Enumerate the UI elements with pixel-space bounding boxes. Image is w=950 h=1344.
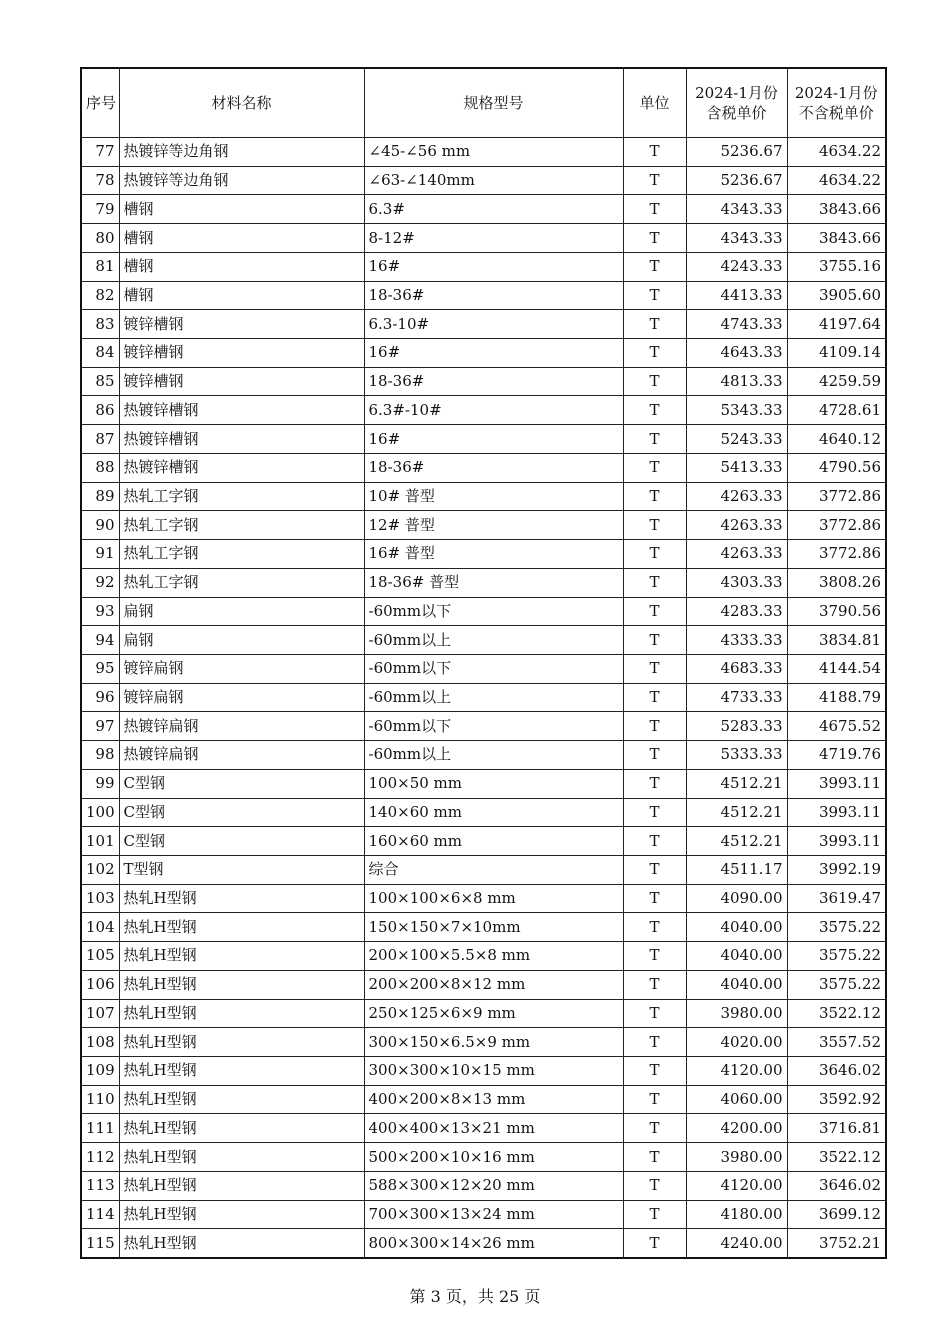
row-price-tax: 5333.33 [686,741,787,770]
row-unit: T [623,1114,686,1143]
row-price-notax: 4144.54 [787,654,886,683]
row-price-notax: 3772.86 [787,540,886,569]
row-spec: 18-36# [364,367,623,396]
row-name: 热镀锌等边角钢 [119,166,364,195]
table-row [81,1229,886,1258]
row-price-tax: 4333.33 [686,626,787,655]
row-price-notax: 3843.66 [787,195,886,224]
table-row [81,224,886,253]
table-row [81,712,886,741]
row-unit: T [623,1057,686,1086]
row-name: 镀锌槽钢 [119,310,364,339]
row-unit: T [623,798,686,827]
row-unit: T [623,654,686,683]
row-spec: 6.3# [364,195,623,224]
table-row [81,654,886,683]
header-price-notax-line1: 2024-1月份 [794,84,878,102]
row-unit: T [623,855,686,884]
row-spec: 8-12# [364,224,623,253]
row-spec: -60mm以上 [364,741,623,770]
table-row [81,855,886,884]
row-no: 81 [81,252,119,281]
table-row [81,453,886,482]
row-name: T型钢 [119,855,364,884]
row-no: 104 [81,913,119,942]
row-price-tax: 4343.33 [686,195,787,224]
row-price-tax: 5243.33 [686,425,787,454]
row-unit: T [623,1171,686,1200]
row-price-tax: 4040.00 [686,970,787,999]
row-no: 109 [81,1057,119,1086]
row-price-notax: 3790.56 [787,597,886,626]
row-no: 97 [81,712,119,741]
row-unit: T [623,396,686,425]
row-spec: 200×200×8×12 mm [364,970,623,999]
row-name: 镀锌扁钢 [119,683,364,712]
row-price-tax: 4683.33 [686,654,787,683]
row-no: 110 [81,1085,119,1114]
row-spec: 400×400×13×21 mm [364,1114,623,1143]
row-unit: T [623,1028,686,1057]
table-row [81,942,886,971]
row-unit: T [623,195,686,224]
row-price-notax: 3755.16 [787,252,886,281]
row-price-tax: 4512.21 [686,798,787,827]
row-spec: 18-36# [364,281,623,310]
row-no: 96 [81,683,119,712]
row-name: 热轧H型钢 [119,1229,364,1258]
row-unit: T [623,568,686,597]
row-no: 93 [81,597,119,626]
row-spec: 16# [364,252,623,281]
row-price-tax: 4743.33 [686,310,787,339]
row-price-tax: 3980.00 [686,1143,787,1172]
table-row [81,367,886,396]
row-name: 镀锌扁钢 [119,654,364,683]
table-row [81,425,886,454]
row-price-notax: 4259.59 [787,367,886,396]
row-spec: 16# [364,339,623,368]
row-price-notax: 4675.52 [787,712,886,741]
row-spec: 588×300×12×20 mm [364,1171,623,1200]
row-no: 105 [81,942,119,971]
row-price-tax: 4512.21 [686,827,787,856]
row-price-tax: 4040.00 [686,913,787,942]
row-unit: T [623,281,686,310]
row-no: 82 [81,281,119,310]
row-name: C型钢 [119,827,364,856]
row-no: 106 [81,970,119,999]
row-price-notax: 4719.76 [787,741,886,770]
table-row [81,1171,886,1200]
header-name: 材料名称 [119,68,364,138]
row-unit: T [623,453,686,482]
row-spec: 140×60 mm [364,798,623,827]
table-body [81,138,886,1259]
row-unit: T [623,913,686,942]
row-price-notax: 3646.02 [787,1171,886,1200]
row-price-tax: 4263.33 [686,540,787,569]
table-row [81,1085,886,1114]
row-price-notax: 3993.11 [787,769,886,798]
row-name: 槽钢 [119,281,364,310]
row-name: 槽钢 [119,224,364,253]
row-price-notax: 3905.60 [787,281,886,310]
row-spec: 100×100×6×8 mm [364,884,623,913]
row-spec: 16# 普型 [364,540,623,569]
row-name: 热镀锌槽钢 [119,396,364,425]
page-footer: 第 3 页，共 25 页 [409,1287,541,1306]
row-price-tax: 4240.00 [686,1229,787,1258]
row-name: 热轧H型钢 [119,1028,364,1057]
row-name: 热轧H型钢 [119,999,364,1028]
row-no: 115 [81,1229,119,1258]
row-price-notax: 3699.12 [787,1200,886,1229]
row-price-tax: 4813.33 [686,367,787,396]
table-row [81,1143,886,1172]
row-no: 79 [81,195,119,224]
row-no: 83 [81,310,119,339]
row-spec: 6.3#-10# [364,396,623,425]
row-price-notax: 3993.11 [787,798,886,827]
row-name: 槽钢 [119,252,364,281]
row-price-tax: 4040.00 [686,942,787,971]
row-price-notax: 4790.56 [787,453,886,482]
row-spec: -60mm以上 [364,626,623,655]
table-row [81,913,886,942]
row-no: 101 [81,827,119,856]
row-price-notax: 3716.81 [787,1114,886,1143]
row-price-notax: 4728.61 [787,396,886,425]
row-spec: 250×125×6×9 mm [364,999,623,1028]
row-price-tax: 4090.00 [686,884,787,913]
row-unit: T [623,884,686,913]
row-price-tax: 4243.33 [686,252,787,281]
row-price-tax: 4283.33 [686,597,787,626]
header-no: 序号 [81,68,119,138]
row-spec: 400×200×8×13 mm [364,1085,623,1114]
row-name: 扁钢 [119,626,364,655]
row-name: 热轧H型钢 [119,884,364,913]
row-price-tax: 4020.00 [686,1028,787,1057]
row-price-notax: 4640.12 [787,425,886,454]
row-price-notax: 4634.22 [787,166,886,195]
row-no: 99 [81,769,119,798]
row-spec: 16# [364,425,623,454]
row-spec: -60mm以下 [364,654,623,683]
row-price-tax: 5343.33 [686,396,787,425]
row-unit: T [623,310,686,339]
row-price-notax: 3772.86 [787,511,886,540]
header-unit: 单位 [623,68,686,138]
row-no: 111 [81,1114,119,1143]
row-no: 87 [81,425,119,454]
table-row [81,482,886,511]
row-name: 热镀锌扁钢 [119,741,364,770]
row-price-tax: 4303.33 [686,568,787,597]
table-row [81,626,886,655]
header-price-tax-line2: 含税单价 [706,104,767,122]
row-unit: T [623,425,686,454]
row-name: 热轧H型钢 [119,913,364,942]
row-unit: T [623,712,686,741]
row-unit: T [623,1143,686,1172]
row-price-tax: 4511.17 [686,855,787,884]
row-name: 热轧H型钢 [119,1143,364,1172]
row-name: 热轧工字钢 [119,540,364,569]
row-price-notax: 3522.12 [787,999,886,1028]
table-row [81,769,886,798]
header-price-tax-line1: 2024-1月份 [695,84,778,102]
table-row [81,195,886,224]
row-unit: T [623,339,686,368]
header-price-notax-line2: 不含税单价 [798,104,874,122]
row-price-notax: 3522.12 [787,1143,886,1172]
row-price-notax: 3592.92 [787,1085,886,1114]
row-price-notax: 3752.21 [787,1229,886,1258]
row-price-tax: 4733.33 [686,683,787,712]
row-price-notax: 3575.22 [787,970,886,999]
table-header-row [81,68,886,138]
row-name: C型钢 [119,769,364,798]
row-spec: ∠45-∠56 mm [364,138,623,167]
table-row [81,1028,886,1057]
row-unit: T [623,741,686,770]
table-row [81,1057,886,1086]
row-price-notax: 4634.22 [787,138,886,167]
row-no: 89 [81,482,119,511]
header-price-notax [787,68,886,138]
row-no: 98 [81,741,119,770]
table-row [81,396,886,425]
row-unit: T [623,252,686,281]
row-price-notax: 3993.11 [787,827,886,856]
row-spec: 700×300×13×24 mm [364,1200,623,1229]
table-row [81,252,886,281]
row-unit: T [623,367,686,396]
row-price-notax: 4197.64 [787,310,886,339]
row-price-tax: 4263.33 [686,511,787,540]
row-name: 镀锌槽钢 [119,367,364,396]
row-unit: T [623,166,686,195]
row-price-tax: 4413.33 [686,281,787,310]
row-spec: 综合 [364,855,623,884]
row-price-tax: 5236.67 [686,138,787,167]
row-spec: 300×150×6.5×9 mm [364,1028,623,1057]
row-no: 107 [81,999,119,1028]
row-price-notax: 3772.86 [787,482,886,511]
row-no: 102 [81,855,119,884]
row-unit: T [623,482,686,511]
table-row [81,741,886,770]
row-price-tax: 4120.00 [686,1171,787,1200]
header-price-tax [686,68,787,138]
table-row [81,568,886,597]
row-no: 113 [81,1171,119,1200]
row-no: 100 [81,798,119,827]
table-row [81,683,886,712]
row-spec: -60mm以上 [364,683,623,712]
row-name: 热镀锌扁钢 [119,712,364,741]
row-price-notax: 4188.79 [787,683,886,712]
row-unit: T [623,540,686,569]
row-name: 热轧H型钢 [119,1171,364,1200]
row-price-notax: 3843.66 [787,224,886,253]
row-price-tax: 4643.33 [686,339,787,368]
row-price-tax: 4180.00 [686,1200,787,1229]
table-row [81,970,886,999]
row-price-notax: 3808.26 [787,568,886,597]
row-spec: 200×100×5.5×8 mm [364,942,623,971]
row-price-tax: 5236.67 [686,166,787,195]
row-spec: ∠63-∠140mm [364,166,623,195]
row-no: 78 [81,166,119,195]
row-name: 热轧工字钢 [119,511,364,540]
row-unit: T [623,1200,686,1229]
row-unit: T [623,626,686,655]
row-price-tax: 4120.00 [686,1057,787,1086]
row-name: 热轧工字钢 [119,568,364,597]
price-table [80,67,887,1259]
row-price-notax: 3575.22 [787,913,886,942]
row-no: 114 [81,1200,119,1229]
row-spec: 800×300×14×26 mm [364,1229,623,1258]
row-spec: 12# 普型 [364,511,623,540]
row-spec: 10# 普型 [364,482,623,511]
row-price-notax: 3557.52 [787,1028,886,1057]
row-price-notax: 3619.47 [787,884,886,913]
table-row [81,827,886,856]
row-no: 86 [81,396,119,425]
table-row [81,138,886,167]
row-unit: T [623,597,686,626]
row-unit: T [623,683,686,712]
row-spec: 150×150×7×10mm [364,913,623,942]
row-price-tax: 5413.33 [686,453,787,482]
row-price-tax: 5283.33 [686,712,787,741]
row-price-tax: 4263.33 [686,482,787,511]
row-spec: 160×60 mm [364,827,623,856]
row-spec: -60mm以下 [364,597,623,626]
row-spec: 500×200×10×16 mm [364,1143,623,1172]
row-unit: T [623,138,686,167]
row-no: 112 [81,1143,119,1172]
row-price-notax: 3834.81 [787,626,886,655]
row-unit: T [623,999,686,1028]
row-no: 85 [81,367,119,396]
table-row [81,884,886,913]
row-price-notax: 3646.02 [787,1057,886,1086]
row-unit: T [623,1085,686,1114]
row-name: 热轧H型钢 [119,942,364,971]
row-unit: T [623,970,686,999]
table-row [81,540,886,569]
row-price-notax: 4109.14 [787,339,886,368]
row-no: 92 [81,568,119,597]
row-price-notax: 3992.19 [787,855,886,884]
row-name: 热轧工字钢 [119,482,364,511]
row-unit: T [623,224,686,253]
table-row [81,999,886,1028]
row-spec: -60mm以下 [364,712,623,741]
row-name: 热镀锌槽钢 [119,453,364,482]
row-no: 84 [81,339,119,368]
row-price-tax: 4060.00 [686,1085,787,1114]
row-name: 热轧H型钢 [119,1200,364,1229]
row-name: 扁钢 [119,597,364,626]
row-unit: T [623,511,686,540]
row-name: C型钢 [119,798,364,827]
row-name: 热轧H型钢 [119,1114,364,1143]
row-price-tax: 4343.33 [686,224,787,253]
row-spec: 300×300×10×15 mm [364,1057,623,1086]
table-row [81,281,886,310]
table-row [81,1200,886,1229]
row-spec: 18-36# [364,453,623,482]
row-price-notax: 3575.22 [787,942,886,971]
row-spec: 6.3-10# [364,310,623,339]
row-no: 108 [81,1028,119,1057]
table-row [81,166,886,195]
row-no: 77 [81,138,119,167]
row-unit: T [623,827,686,856]
row-name: 热镀锌等边角钢 [119,138,364,167]
row-no: 80 [81,224,119,253]
row-name: 热镀锌槽钢 [119,425,364,454]
table-row [81,511,886,540]
row-no: 94 [81,626,119,655]
row-name: 热轧H型钢 [119,1085,364,1114]
row-no: 90 [81,511,119,540]
row-no: 95 [81,654,119,683]
table-row [81,339,886,368]
row-name: 热轧H型钢 [119,1057,364,1086]
row-spec: 18-36# 普型 [364,568,623,597]
row-unit: T [623,942,686,971]
row-no: 91 [81,540,119,569]
row-unit: T [623,769,686,798]
row-no: 103 [81,884,119,913]
row-name: 槽钢 [119,195,364,224]
row-name: 热轧H型钢 [119,970,364,999]
row-price-tax: 4200.00 [686,1114,787,1143]
row-name: 镀锌槽钢 [119,339,364,368]
table-row [81,1114,886,1143]
row-unit: T [623,1229,686,1258]
row-spec: 100×50 mm [364,769,623,798]
row-price-tax: 4512.21 [686,769,787,798]
table-row [81,798,886,827]
table-row [81,310,886,339]
table-row [81,597,886,626]
header-spec: 规格型号 [364,68,623,138]
row-no: 88 [81,453,119,482]
row-price-tax: 3980.00 [686,999,787,1028]
